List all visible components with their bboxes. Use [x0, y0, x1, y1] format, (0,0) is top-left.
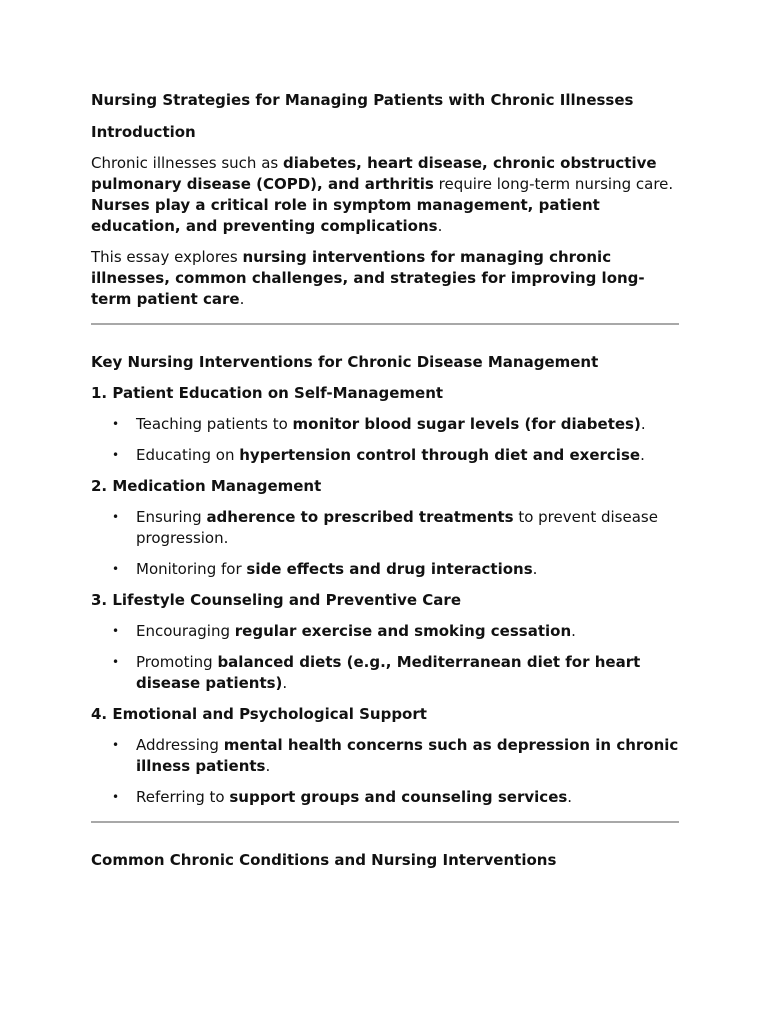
- text: .: [239, 290, 245, 308]
- text: Ensuring: [136, 508, 207, 526]
- bold-text: support groups and counseling services: [229, 788, 568, 806]
- list-item: [91, 559, 679, 580]
- intro-paragraph-1: [91, 153, 679, 237]
- text: Addressing: [136, 736, 224, 754]
- text: .: [532, 560, 538, 578]
- subsection-heading: 3. Lifestyle Counseling and Preventive Care: [91, 591, 462, 609]
- bold-text: adherence to prescribed treatments: [206, 508, 514, 526]
- document-title: Nursing Strategies for Managing Patients with Chronic Illnesses: [91, 91, 634, 109]
- bold-text: mental health concerns such as depression in chronic illness patients: [136, 736, 679, 775]
- bullet-list: [91, 507, 679, 580]
- bold-text: Nurses play a critical role in symptom management, patient education, and preventing complications: [91, 196, 600, 235]
- text: Promoting: [136, 653, 218, 671]
- list-item: [91, 735, 679, 777]
- bullet-icon: •: [112, 738, 120, 752]
- interventions-heading: Key Nursing Interventions for Chronic Disease Management: [91, 353, 599, 371]
- subsection-heading: 4. Emotional and Psychological Support: [91, 705, 427, 723]
- text: require long-term nursing care.: [433, 175, 674, 193]
- text: .: [640, 415, 646, 433]
- bullet-icon: •: [112, 448, 120, 462]
- text: .: [265, 757, 271, 775]
- bullet-icon: •: [112, 655, 120, 669]
- bullet-icon: •: [112, 790, 120, 804]
- text: Educating on: [136, 446, 240, 464]
- intro-heading: Introduction: [91, 123, 196, 141]
- bullet-list: [91, 414, 679, 466]
- list-item: [91, 507, 679, 549]
- bullet-icon: •: [112, 624, 120, 638]
- bullet-list: [91, 621, 679, 694]
- interventions-sections: [91, 383, 679, 808]
- text: Monitoring for: [136, 560, 247, 578]
- bold-text: regular exercise and smoking cessation: [234, 622, 572, 640]
- bold-text: monitor blood sugar levels (for diabetes): [292, 415, 641, 433]
- text: This essay explores: [91, 248, 243, 266]
- bold-text: nursing interventions for managing chronic illnesses, common challenges, and strategies for improving long-term patient care: [91, 248, 645, 308]
- text: .: [571, 622, 576, 640]
- bullet-list: [91, 735, 679, 808]
- list-item: [91, 787, 679, 808]
- list-item: [91, 445, 679, 466]
- bold-text: hypertension control through diet and exercise: [239, 446, 641, 464]
- text: Chronic illnesses such as: [91, 154, 283, 172]
- bullet-icon: •: [112, 510, 120, 524]
- bold-text: diabetes, heart disease, chronic obstructive pulmonary disease (COPD), and arthritis: [91, 154, 657, 193]
- text: .: [437, 217, 443, 235]
- bullet-icon: •: [112, 562, 120, 576]
- bold-text: balanced diets (e.g., Mediterranean diet for heart disease patients): [136, 653, 641, 692]
- text: Encouraging: [136, 622, 235, 640]
- text: .: [567, 788, 573, 806]
- subsection-heading: 2. Medication Management: [91, 477, 322, 495]
- list-item: [91, 621, 679, 642]
- subsection-heading: 1. Patient Education on Self-Management: [91, 384, 444, 402]
- intro-paragraph-2: [91, 247, 679, 310]
- section-divider: [91, 323, 679, 325]
- bold-text: side effects and drug interactions: [246, 560, 533, 578]
- list-item: [91, 652, 679, 694]
- text: Teaching patients to: [136, 415, 293, 433]
- text: Referring to: [136, 788, 230, 806]
- conditions-heading: Common Chronic Conditions and Nursing Interventions: [91, 851, 557, 869]
- bullet-icon: •: [112, 417, 120, 431]
- text: .: [282, 674, 288, 692]
- section-divider: [91, 821, 679, 823]
- text: to prevent disease progression.: [136, 508, 658, 547]
- text: .: [640, 446, 645, 464]
- document-body: [91, 90, 679, 881]
- list-item: [91, 414, 679, 435]
